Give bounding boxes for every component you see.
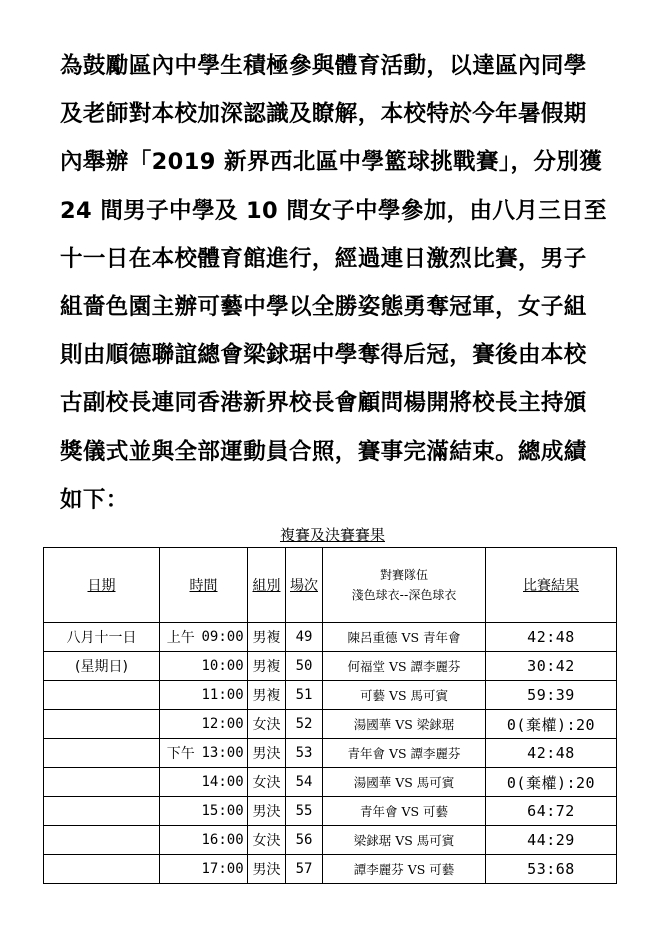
header-date: 日期 xyxy=(44,548,160,623)
cell-match-no: 54 xyxy=(286,768,323,797)
intro-line: 古副校長連同香港新界校長會顧問楊開將校長主持頒 xyxy=(60,390,587,417)
intro-line: 十一日在本校體育館進行，經過連日激烈比賽，男子 xyxy=(60,245,587,272)
cell-time: 17:00 xyxy=(202,855,248,884)
cell-group: 男複 xyxy=(248,652,286,681)
cell-teams: 譚李麗芬 VS 可藝 xyxy=(323,855,486,884)
cell-date xyxy=(44,710,160,739)
cell-time: 09:00 xyxy=(202,623,248,652)
cell-teams: 陳呂重德 VS 青年會 xyxy=(323,623,486,652)
cell-result: 44:29 xyxy=(486,826,617,855)
results-table xyxy=(43,547,617,884)
cell-time: 11:00 xyxy=(202,681,248,710)
cell-result: 42:48 xyxy=(486,739,617,768)
intro-line: 則由順德聯誼總會梁銶琚中學奪得后冠，賽後由本校 xyxy=(60,342,587,369)
cell-match-no: 56 xyxy=(286,826,323,855)
table-row xyxy=(44,652,617,681)
header-result: 比賽結果 xyxy=(486,548,617,623)
header-teams xyxy=(323,548,486,623)
cell-match-no: 57 xyxy=(286,855,323,884)
cell-date xyxy=(44,681,160,710)
cell-group: 女決 xyxy=(248,710,286,739)
cell-time: 15:00 xyxy=(202,797,248,826)
cell-match-no: 53 xyxy=(286,739,323,768)
header-teams-sub: 淺色球衣--深色球衣 xyxy=(351,588,457,602)
cell-teams: 何福堂 VS 譚李麗芬 xyxy=(323,652,486,681)
cell-date xyxy=(44,739,160,768)
cell-period xyxy=(160,855,202,884)
cell-teams: 可藝 VS 馬可賓 xyxy=(323,681,486,710)
cell-time: 14:00 xyxy=(202,768,248,797)
cell-time: 16:00 xyxy=(202,826,248,855)
table-caption: 複賽及決賽賽果 xyxy=(279,526,385,544)
cell-period xyxy=(160,681,202,710)
cell-match-no: 55 xyxy=(286,797,323,826)
table-row xyxy=(44,768,617,797)
table-row xyxy=(44,623,617,652)
cell-result: 53:68 xyxy=(486,855,617,884)
header-time: 時間 xyxy=(160,548,248,623)
cell-result: 30:42 xyxy=(486,652,617,681)
cell-group: 男複 xyxy=(248,623,286,652)
cell-match-no: 50 xyxy=(286,652,323,681)
cell-time: 13:00 xyxy=(202,739,248,768)
cell-period xyxy=(160,768,202,797)
cell-result: 64:72 xyxy=(486,797,617,826)
table-row xyxy=(44,710,617,739)
cell-teams: 湯國華 VS 梁銶琚 xyxy=(323,710,486,739)
intro-line: 及老師對本校加深認識及瞭解，本校特於今年暑假期 xyxy=(60,101,587,128)
cell-match-no: 52 xyxy=(286,710,323,739)
cell-date xyxy=(44,826,160,855)
cell-date: 八月十一日 xyxy=(44,623,160,652)
cell-period xyxy=(160,710,202,739)
cell-date: (星期日) xyxy=(44,652,160,681)
header-teams-title: 對賽隊伍 xyxy=(379,568,428,582)
table-header-row xyxy=(44,548,617,623)
intro-paragraph xyxy=(60,42,620,524)
cell-result: 0(棄權):20 xyxy=(486,768,617,797)
cell-group: 女決 xyxy=(248,768,286,797)
intro-line: 獎儀式並與全部運動員合照，賽事完滿結束。總成績 xyxy=(60,438,587,465)
cell-teams: 青年會 VS 可藝 xyxy=(323,797,486,826)
cell-teams: 梁銶琚 VS 馬可賓 xyxy=(323,826,486,855)
cell-group: 女決 xyxy=(248,826,286,855)
cell-period: 上午 xyxy=(160,623,202,652)
cell-period: 下午 xyxy=(160,739,202,768)
cell-group: 男決 xyxy=(248,855,286,884)
cell-date xyxy=(44,797,160,826)
cell-match-no: 51 xyxy=(286,681,323,710)
cell-period xyxy=(160,652,202,681)
intro-line: 24 間男子中學及 10 間女子中學參加，由八月三日至 xyxy=(60,197,607,224)
cell-group: 男決 xyxy=(248,739,286,768)
table-row xyxy=(44,855,617,884)
table-row xyxy=(44,739,617,768)
cell-teams: 湯國華 VS 馬可賓 xyxy=(323,768,486,797)
header-match-no: 場次 xyxy=(286,548,323,623)
cell-teams: 青年會 VS 譚李麗芬 xyxy=(323,739,486,768)
table-row xyxy=(44,826,617,855)
cell-time: 12:00 xyxy=(202,710,248,739)
intro-line: 內舉辦「2019 新界西北區中學籃球挑戰賽」，分別獲 xyxy=(60,149,603,176)
table-row xyxy=(44,681,617,710)
cell-period xyxy=(160,797,202,826)
cell-group: 男複 xyxy=(248,681,286,710)
table-row xyxy=(44,797,617,826)
cell-result: 59:39 xyxy=(486,681,617,710)
cell-time: 10:00 xyxy=(202,652,248,681)
intro-line: 組嗇色園主辦可藝中學以全勝姿態勇奪冠軍，女子組 xyxy=(60,293,587,320)
header-group: 組別 xyxy=(248,548,286,623)
cell-group: 男決 xyxy=(248,797,286,826)
cell-period xyxy=(160,826,202,855)
intro-line: 為鼓勵區內中學生積極參與體育活動，以達區內同學 xyxy=(60,53,587,79)
cell-match-no: 49 xyxy=(286,623,323,652)
cell-date xyxy=(44,768,160,797)
cell-result: 0(棄權):20 xyxy=(486,710,617,739)
cell-result: 42:48 xyxy=(486,623,617,652)
intro-line: 如下： xyxy=(60,486,129,513)
cell-date xyxy=(44,855,160,884)
